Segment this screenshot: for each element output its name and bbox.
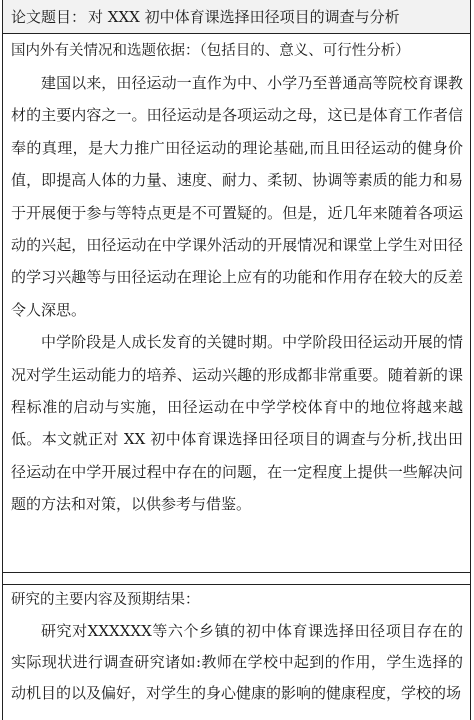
title-row (3, 0, 470, 34)
background-paragraph-2: 中学阶段是人成长发育的关键时期。中学阶段田径运动开展的情况对学生运动能力的培养、运动兴趣的形成都非常重要。随着新的课程标准的启动与实施，田径运动在中学学校体育中的地位将越来越低。本文就正对 XX 初中体育课选择田径项目的调查与分析,找出田径运动在中学开展过程中存在的问题，在一定程度上提供一些解决问题的方法和对策，以供参考与借鉴。 (11, 333, 463, 514)
document-page (2, 0, 471, 720)
research-content-paragraph-1: 研究对XXXXXX等六个乡镇的初中体育课选择田径项目存在的实际现状进行调查研究诸如:教师在学校中起到的作用，学生选择的动机目的以及偏好，对学生的身心健康的影响的健康程度，学校的场 (11, 622, 463, 702)
background-section (3, 35, 470, 573)
title-label: 论文题目： (11, 8, 87, 26)
background-heading: 国内外有关情况和选题依据：（包括目的、意义、可行性分析） (11, 43, 410, 59)
table-spacer-row (3, 574, 470, 585)
thesis-title: 对 XXX 初中体育课选择田径项目的调查与分析 (88, 8, 400, 26)
research-content-heading: 研究的主要内容及预期结果： (11, 592, 200, 608)
research-content-body (11, 616, 463, 709)
background-body (11, 67, 463, 521)
background-paragraph-1: 建国以来，田径运动一直作为中、小学乃至普通高等院校育课教材的主要内容之一。田径运动是各项运动之母，这已是体育工作者信奉的真理，是大力推广田径运动的理论基础,而且田径运动的健身价值，即提高人体的力量、速度、耐力、柔韧、协调等素质的能力和易于开展便于参与等特点更是不可置疑的。但是，近几年来随着各项运动的兴起，田径运动在中学课外活动的开展情况和课堂上学生对田径的学习兴趣等与田径运动在理论上应有的功能和作用存在较大的反差令人深思。 (11, 74, 463, 319)
research-content-section (3, 586, 470, 720)
